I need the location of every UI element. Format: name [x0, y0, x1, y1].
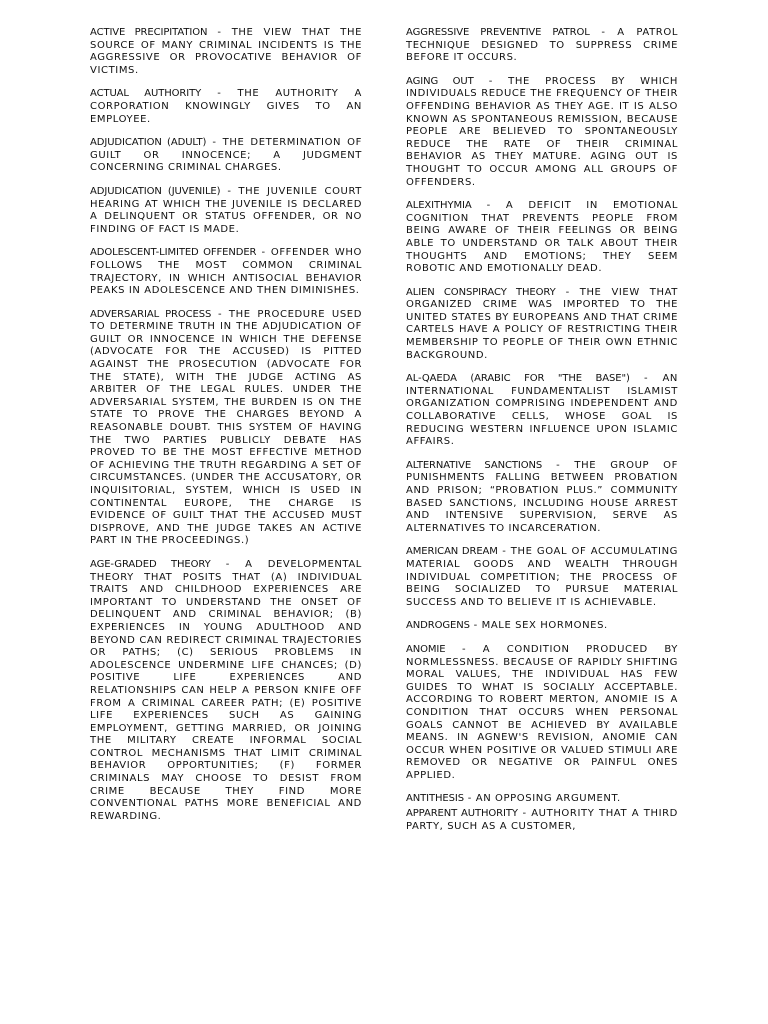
entry-definition: - A DEFICIT IN EMOTIONAL COGNITION THAT PREVENTS PEOPLE FROM BEING AWARE OF THEIR FEELINGS OR BEING ABLE TO UNDERSTAND OR TALK ABOUT THEIR THOUGHTS AND EMOTIONS; THEY SEEM ROBOTIC AND EMOTIONALLY DEAD.: [406, 200, 678, 275]
right-column: [406, 27, 678, 1024]
entry-term: ANOMIE: [406, 643, 446, 655]
entry-term: ACTUAL AUTHORITY: [90, 88, 202, 100]
entry-term: ADOLESCENT-LIMITED OFFENDER: [90, 247, 257, 259]
entry-term: AMERICAN DREAM: [406, 546, 498, 558]
glossary-entry: [406, 27, 678, 65]
entry-definition: - A DEVELOPMENTAL THEORY THAT POSITS THAT (A) INDIVIDUAL TRAITS AND CHILDHOOD EXPERIENCES ARE IMPORTANT TO UNDERSTAND THE ONSET OF DELINQUENT AND CRIMINAL BEHAVIOR; (B) EXPERIENCES IN YOUNG ADULTHOOD AND BEYOND CAN REDIRECT CRIMINAL TRAJECTORIES OR PATHS; (C) SERIOUS PROBLEMS IN ADOLESCENCE UNDERMINE LIFE CHANCES; (D) POSITIVE LIFE EXPERIENCES AND RELATIONSHIPS CAN HELP A PERSON KNIFE OFF FROM A CRIMINAL CAREER PATH; (E) POSITIVE LIFE EXPERIENCES SUCH AS GAINING EMPLOYMENT, GETTING MARRIED, OR JOINING THE MILITARY CREATE INFORMAL SOCIAL CONTROL MECHANISMS THAT LIMIT CRIMINAL BEHAVIOR OPPORTUNITIES; (F) FORMER CRIMINALS MAY CHOOSE TO DESIST FROM CRIME BECAUSE THEY FIND MORE CONVENTIONAL PATHS MORE BENEFICIAL AND REWARDING.: [90, 558, 362, 822]
entry-term: ALIEN CONSPIRACY THEORY: [406, 286, 556, 298]
glossary-entry: [90, 247, 362, 297]
entry-definition: - THE DETERMINATION OF GUILT OR INNOCENCE; A JUDGMENT CONCERNING CRIMINAL CHARGES.: [90, 137, 362, 174]
glossary-entry: [90, 137, 362, 175]
entry-definition: - AN INTERNATIONAL FUNDAMENTALIST ISLAMIST ORGANIZATION COMPRISING INDEPENDENT AND COLLABORATIVE CELLS, WHOSE GOAL IS REDUCING WESTERN INFLUENCE UPON ISLAMIC AFFAIRS.: [406, 373, 678, 448]
entry-term: ANDROGENS: [406, 620, 470, 632]
glossary-entry: [406, 644, 678, 783]
entry-definition: - THE PROCEDURE USED TO DETERMINE TRUTH IN THE ADJUDICATION OF GUILT OR INNOCENCE IN WHICH THE DEFENSE (ADVOCATE FOR THE ACCUSED) IS PITTED AGAINST THE PROSECUTION (ADVOCATE FOR THE STATE), WITH THE JUDGE ACTING AS ARBITER OF THE LEGAL RULES. UNDER THE ADVERSARIAL SYSTEM, THE BURDEN IS ON THE STATE TO PROVE THE CHARGES BEYOND A REASONABLE DOUBT. THIS SYSTEM OF HAVING THE TWO PARTIES PUBLICLY DEBATE HAS PROVED TO BE THE MOST EFFECTIVE METHOD OF ACHIEVING THE TRUTH REGARDING A SET OF CIRCUMSTANCES. (UNDER THE ACCUSATORY, OR INQUISITORIAL, SYSTEM, WHICH IS USED IN CONTINENTAL EUROPE, THE CHARGE IS EVIDENCE OF GUILT THAT THE ACCUSED MUST DISPROVE, AND THE JUDGE TAKES AN ACTIVE PART IN THE PROCEEDINGS.): [90, 308, 363, 547]
entry-definition: - A PATROL TECHNIQUE DESIGNED TO SUPPRESS CRIME BEFORE IT OCCURS.: [406, 27, 678, 64]
glossary-entry: [406, 287, 678, 363]
entry-term: ADJUDICATION (ADULT): [90, 137, 207, 149]
glossary-entry: [406, 620, 678, 633]
glossary-entry: [406, 460, 678, 536]
entry-definition: - A CONDITION PRODUCED BY NORMLESSNESS. BECAUSE OF RAPIDLY SHIFTING MORAL VALUES, THE INDIVIDUAL HAS FEW GUIDES TO WHAT IS SOCIALLY ACCEPTABLE. ACCORDING TO ROBERT MERTON, ANOMIE IS A CONDITION THAT OCCURS WHEN PERSONAL GOALS CANNOT BE ACHIEVED BY AVAILABLE MEANS. IN AGNEW'S REVISION, ANOMIE CAN OCCUR WHEN POSITIVE OR VALUED STIMULI ARE REMOVED OR NEGATIVE OR PAINFUL ONES APPLIED.: [406, 643, 678, 781]
glossary-entry: [90, 27, 362, 77]
entry-definition: - OFFENDER WHO FOLLOWS THE MOST COMMON CRIMINAL TRAJECTORY, IN WHICH ANTISOCIAL BEHAVIOR PEAKS IN ADOLESCENCE AND THEN DIMINISHES.: [90, 247, 362, 297]
entry-term: ACTIVE PRECIPITATION: [90, 27, 208, 38]
glossary-entry: [406, 808, 678, 833]
entry-term: ALTERNATIVE SANCTIONS: [406, 459, 543, 471]
entry-definition: - THE GROUP OF PUNISHMENTS FALLING BETWEEN PROBATION AND PRISON; “PROBATION PLUS.” COMMUNITY BASED SANCTIONS, INCLUDING HOUSE ARREST AND INTENSIVE SUPERVISION, SERVE AS ALTERNATIVES TO INCARCERATION.: [406, 459, 678, 534]
entry-term: ADVERSARIAL PROCESS: [90, 308, 212, 320]
entry-term: APPARENT AUTHORITY: [406, 808, 518, 820]
entry-definition: - THE AUTHORITY A CORPORATION KNOWINGLY GIVES TO AN EMPLOYEE.: [90, 88, 362, 125]
entry-term: AGE-GRADED THEORY: [90, 558, 211, 570]
entry-definition: - MALE SEX HORMONES.: [469, 620, 608, 632]
glossary-entry: [406, 76, 678, 189]
entry-term: AGGRESSIVE PREVENTIVE PATROL: [406, 27, 590, 38]
entry-term: AL-QAEDA (ARABIC FOR "THE BASE"): [406, 373, 630, 385]
left-column: [90, 27, 362, 1024]
entry-definition: - THE JUVENILE COURT HEARING AT WHICH THE JUVENILE IS DECLARED A DELINQUENT OR STATUS OFFENDER, OR NO FINDING OF FACT IS MADE.: [90, 185, 362, 235]
glossary-entry: [90, 186, 362, 236]
entry-definition: - THE VIEW THAT ORGANIZED CRIME WAS IMPORTED TO THE UNITED STATES BY EUROPEANS AND THAT CRIME CARTELS HAVE A POLICY OF RESTRICTING THEIR MEMBERSHIP TO PEOPLE OF THEIR OWN ETHNIC BACKGROUND.: [406, 286, 678, 361]
entry-definition: - AUTHORITY THAT A THIRD PARTY, SUCH AS A CUSTOMER,: [406, 808, 678, 832]
entry-term: ADJUDICATION (JUVENILE): [90, 185, 221, 197]
glossary-entry: [406, 373, 678, 449]
glossary-entry: [406, 793, 678, 806]
entry-definition: - THE GOAL OF ACCUMULATING MATERIAL GOODS AND WEALTH THROUGH INDIVIDUAL COMPETITION; THE PROCESS OF BEING SOCIALIZED TO PURSUE MATERIAL SUCCESS AND TO BELIEVE IT IS ACHIEVABLE.: [406, 546, 678, 608]
entry-definition: - AN OPPOSING ARGUMENT.: [463, 793, 621, 805]
glossary-entry: [90, 559, 362, 823]
entry-term: ANTITHESIS: [406, 793, 464, 805]
glossary-entry: [406, 546, 678, 609]
glossary-entry: [90, 309, 362, 548]
entry-definition: - THE VIEW THAT THE SOURCE OF MANY CRIMINAL INCIDENTS IS THE AGGRESSIVE OR PROVOCATIVE BEHAVIOR OF VICTIMS.: [90, 27, 362, 76]
glossary-entry: [406, 200, 678, 276]
entry-term: AGING OUT: [406, 75, 474, 87]
entry-term: ALEXITHYMIA: [406, 200, 472, 212]
glossary-entry: [90, 88, 362, 126]
entry-definition: - THE PROCESS BY WHICH INDIVIDUALS REDUCE THE FREQUENCY OF THEIR OFFENDING BEHAVIOR AS THEY AGE. IT IS ALSO KNOWN AS SPONTANEOUS REMISSION, BECAUSE PEOPLE ARE BELIEVED TO SPONTANEOUSLY REDUCE THE RATE OF THEIR CRIMINAL BEHAVIOR AS THEY MATURE. AGING OUT IS THOUGHT TO OCCUR AMONG ALL GROUPS OF OFFENDERS.: [406, 75, 679, 188]
